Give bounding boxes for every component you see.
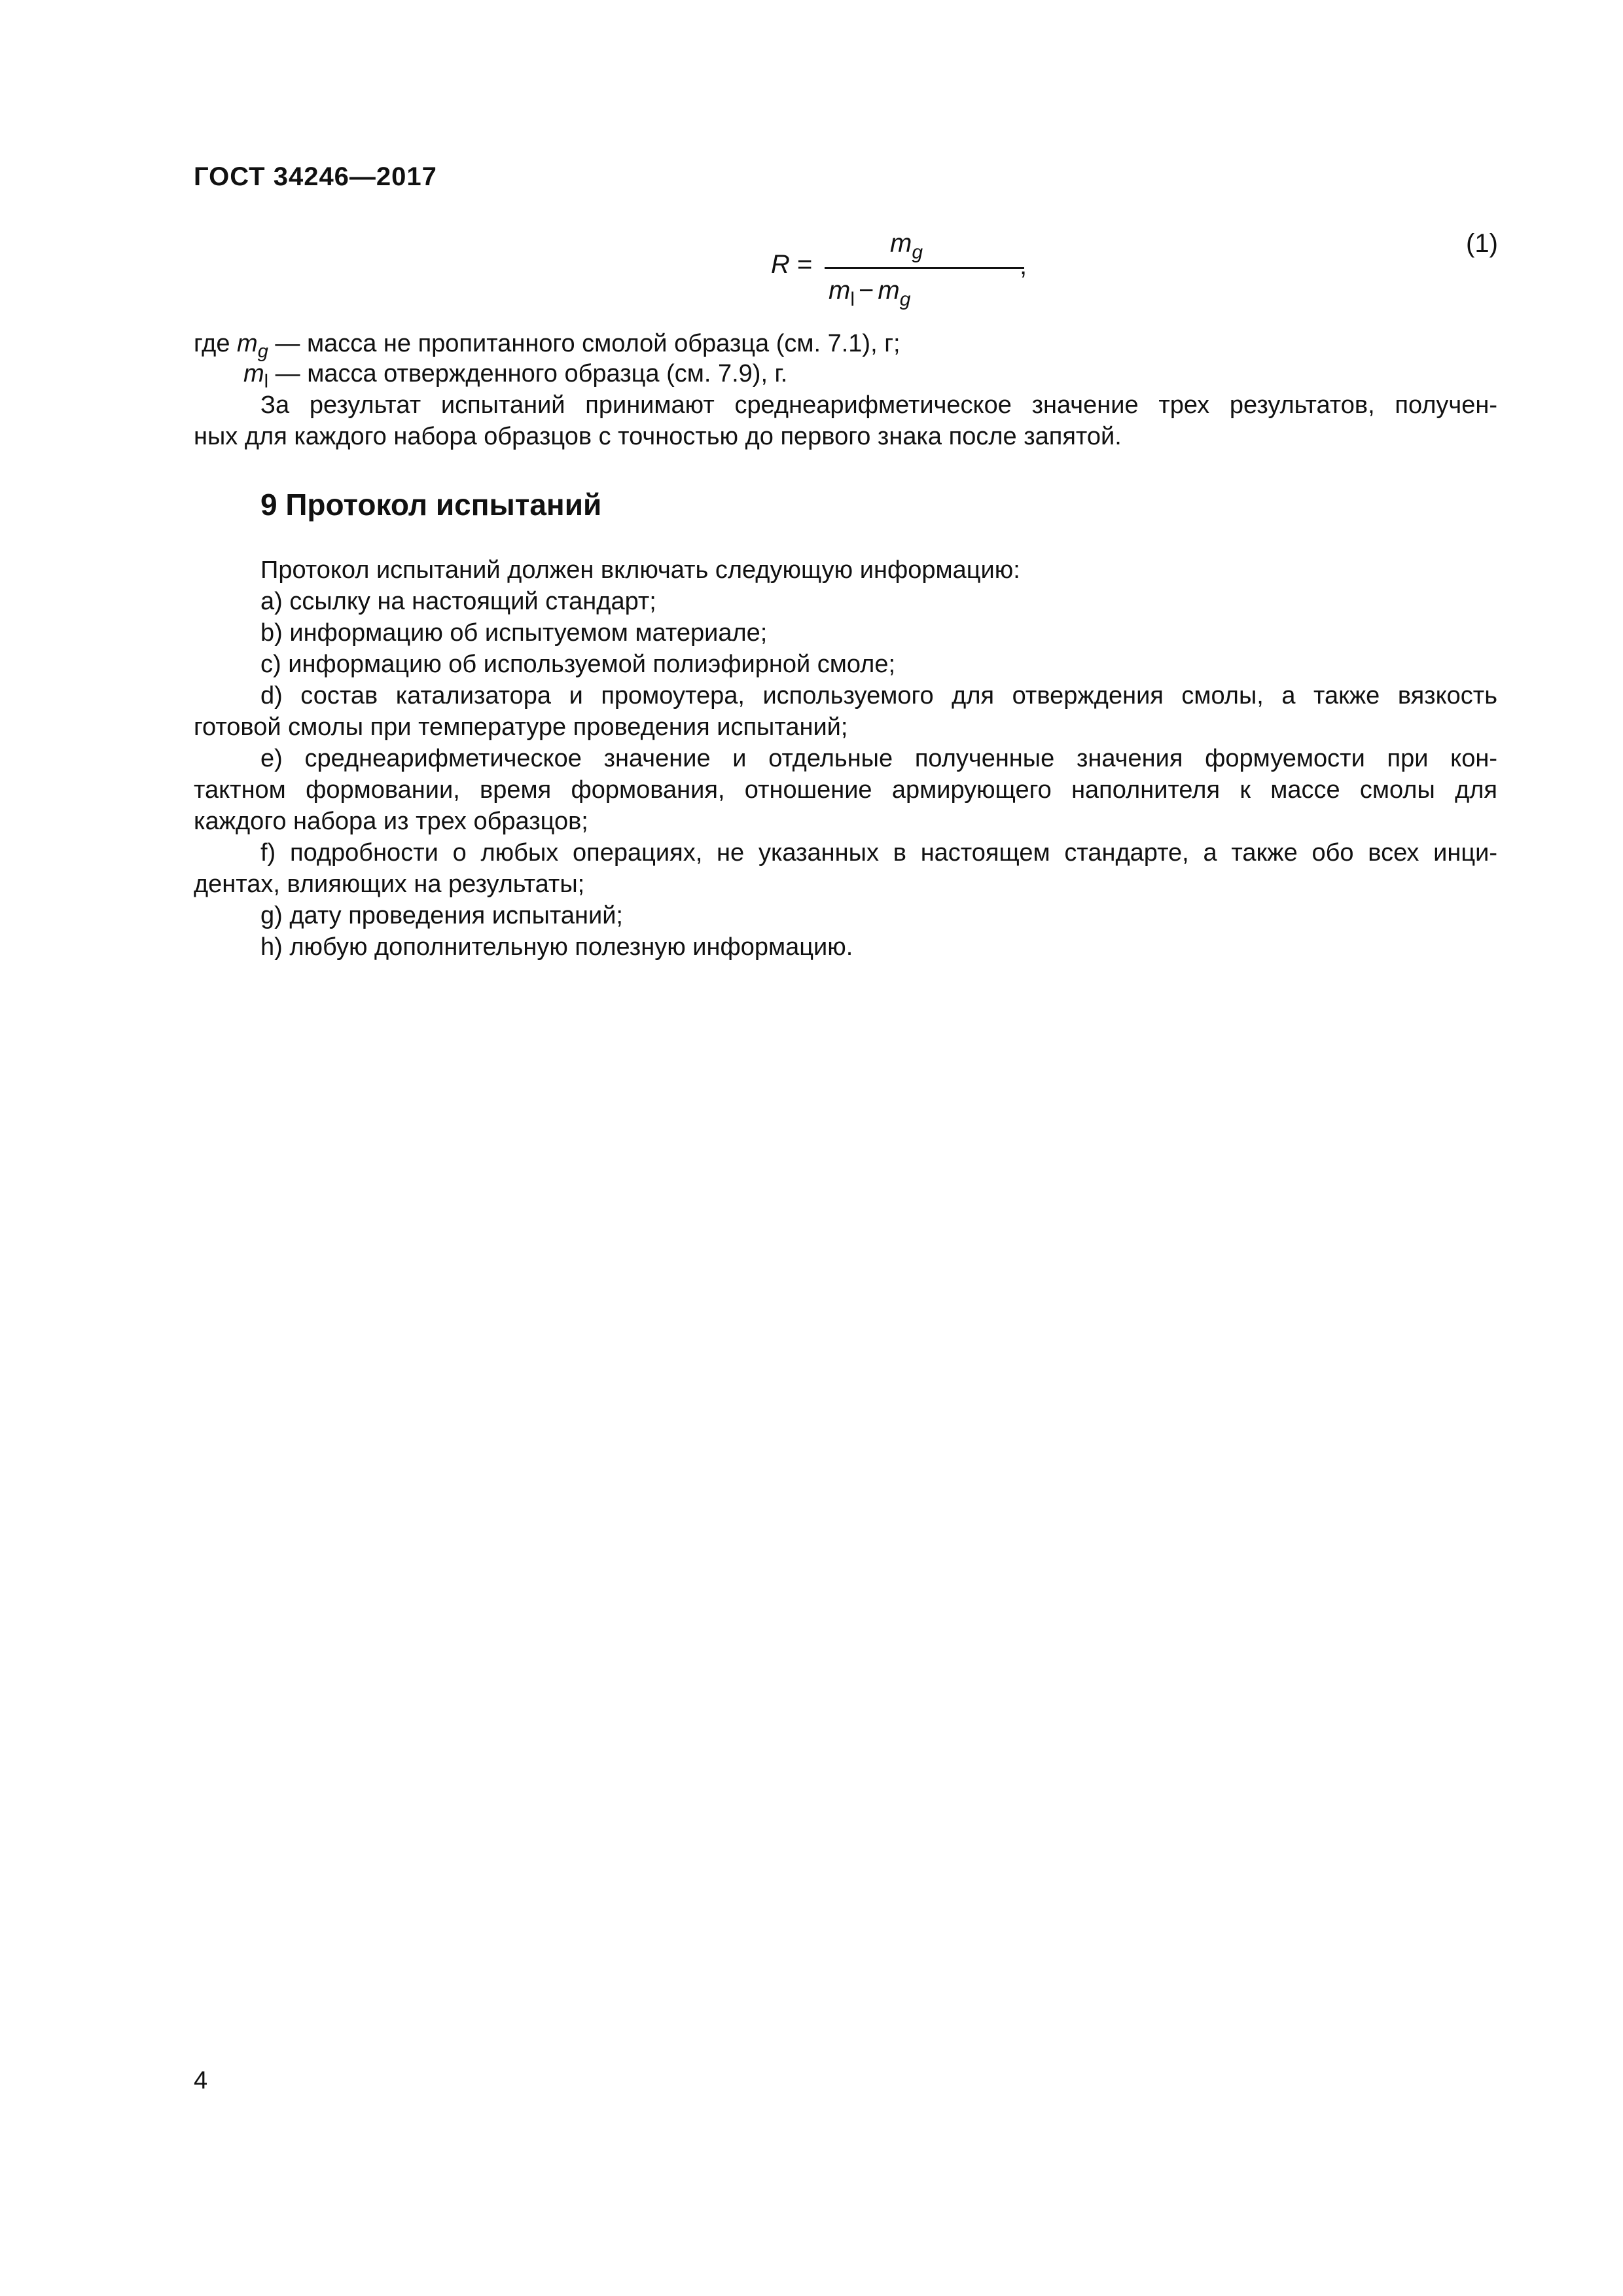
formula-comma: ,	[1020, 251, 1027, 280]
protocol-item-h: h) любую дополнительную полезную информацию.	[260, 933, 853, 961]
formula-denominator: $m_l - m_g$	[829, 276, 911, 310]
where-line-ml: $m_l$ — масса отвержденного образца (см. 7.9), г.	[243, 360, 788, 392]
where-line-mg: где $m_g$ — масса не пропитанного смолой образца (см. 7.1), г;	[194, 330, 901, 362]
standard-code-header: ГОСТ 34246—2017	[194, 162, 437, 191]
formula-fraction-bar	[825, 267, 1024, 269]
formula-equals: =	[797, 250, 813, 279]
formula-number: (1)	[1466, 229, 1498, 258]
formula-1	[759, 229, 1027, 322]
page-number: 4	[194, 2067, 208, 2094]
formula-lhs: R	[771, 250, 790, 279]
protocol-item-e-line-1: e) среднеарифметическое значение и отдельные полученные значения формуемости при кон-	[260, 745, 1497, 772]
protocol-item-f-line-1: f) подробности о любых операциях, не указанных в настоящем стандарте, а также обо всех инци-	[260, 839, 1497, 867]
result-line-2: ных для каждого набора образцов с точностью до первого знака после запятой.	[194, 423, 1122, 450]
section-title-protocol: 9 Протокол испытаний	[260, 488, 602, 522]
protocol-intro: Протокол испытаний должен включать следующую информацию:	[260, 556, 1020, 584]
protocol-item-b: b) информацию об испытуемом материале;	[260, 619, 768, 647]
protocol-item-a: a) ссылку на настоящий стандарт;	[260, 588, 656, 615]
protocol-item-d-line-1: d) состав катализатора и промоутера, используемого для отверждения смолы, а также вязкость	[260, 682, 1497, 709]
protocol-item-g: g) дату проведения испытаний;	[260, 902, 623, 929]
protocol-item-e-line-2: тактном формовании, время формования, отношение армирующего наполнителя к массе смолы для	[194, 776, 1497, 804]
formula-numerator: $m_g$	[890, 229, 923, 263]
result-line-1: За результат испытаний принимают среднеарифметическое значение трех результатов, получен-	[260, 391, 1497, 419]
protocol-item-c: c) информацию об используемой полиэфирной смоле;	[260, 651, 896, 678]
protocol-item-f-line-2: дентах, влияющих на результаты;	[194, 870, 585, 898]
protocol-item-d-line-2: готовой смолы при температуре проведения испытаний;	[194, 713, 848, 741]
protocol-item-e-line-3: каждого набора из трех образцов;	[194, 808, 588, 835]
